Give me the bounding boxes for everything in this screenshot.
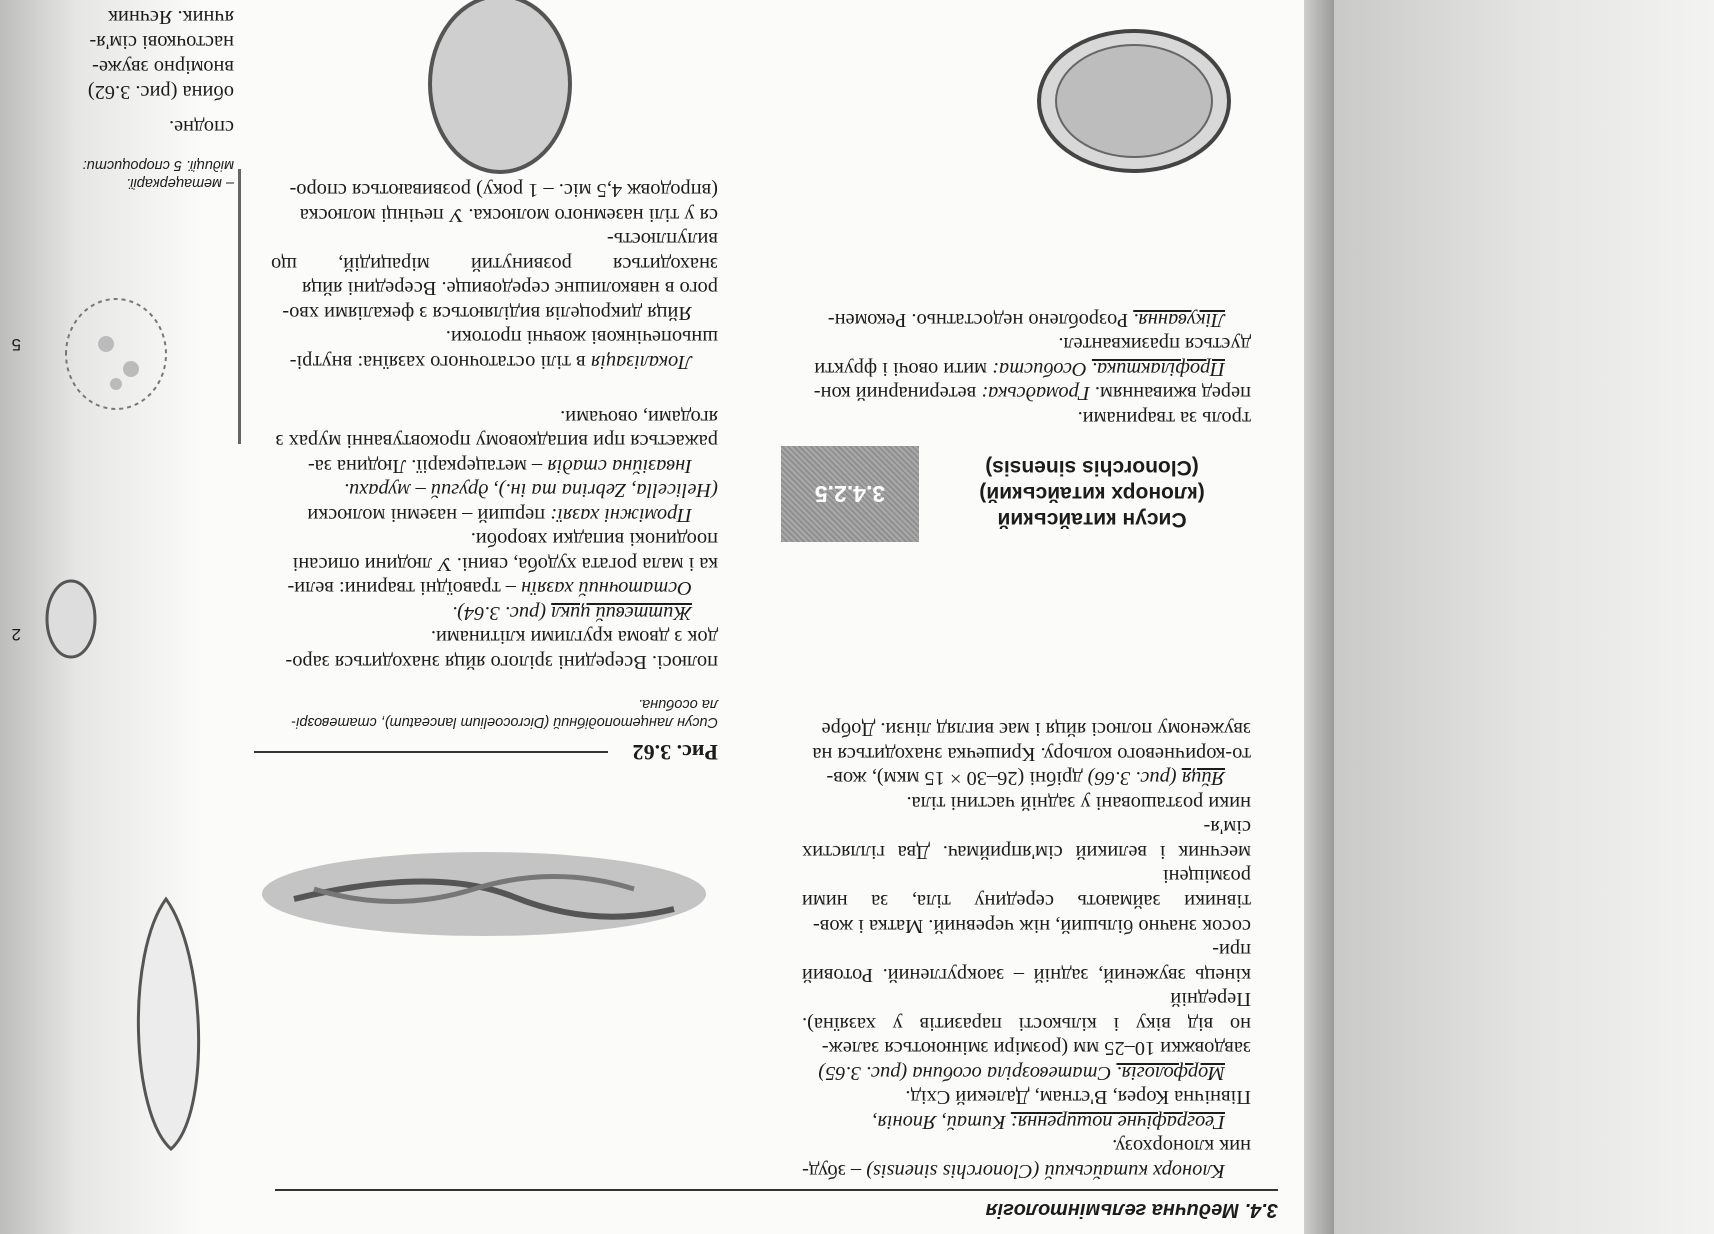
side-bar: [238, 169, 241, 444]
paragraph: [802, 741, 1251, 766]
text: Особиста:: [992, 357, 1087, 380]
text: дрібні (26–30 × 15 мкм), жов-: [826, 767, 1083, 790]
paragraph: [802, 1109, 1251, 1134]
figure-number: 5: [11, 335, 21, 354]
text: – травоїдні тварини: вели-: [287, 577, 517, 600]
strip-line: насточкові сім'я-: [89, 31, 234, 53]
text: Кришечка знаходиться на: [812, 742, 1036, 765]
text: Морфологія.: [1116, 1061, 1225, 1084]
text: то-коричневого кольору.: [1040, 742, 1251, 765]
figure-caption: [254, 695, 718, 765]
figure-rule: [254, 740, 718, 765]
running-head: [275, 1189, 1278, 1225]
text-line: (впродовж 4,5 міс. – 1 року) розвиваються споро-: [289, 179, 718, 202]
strip-line: сподне.: [168, 116, 234, 138]
paragraph: [802, 356, 1251, 381]
section-heading: [781, 446, 1251, 542]
text-line: ягодами, овочами.: [560, 405, 718, 428]
text: (рис. 3.66): [1087, 767, 1177, 790]
text: Інвазійна стадія: [547, 454, 692, 477]
figure-label: Рис. 3.62: [632, 740, 718, 765]
text: Громадська:: [981, 382, 1090, 405]
text-line: ся у тілі наземного молюска. У печінці молюска: [299, 203, 718, 226]
text: (Clonorchis sinensis): [866, 1160, 1040, 1182]
paragraph: [802, 1158, 1251, 1183]
text-line: док з двома круглими клітинами.: [430, 626, 718, 649]
paragraph: [802, 1060, 1251, 1085]
figure-caption-text: [254, 695, 718, 731]
title-line: (клонорх китайський): [979, 482, 1205, 505]
paragraph: [802, 307, 1251, 332]
section-number-box: 3.4.2.5: [781, 446, 919, 542]
text-line: сосок значно більший, ніж черевний. Матка і жов-: [812, 914, 1251, 937]
text: ветеринарний кон-: [813, 382, 977, 405]
text-line: завдовжки 10–25 мм (розміри змінюються залеж-: [821, 1037, 1251, 1060]
text-line: Яйця дикроцелія виділяються з фекаліями хво-: [282, 301, 692, 324]
text: мити овочі і фрукти: [814, 357, 988, 380]
text: – метацеркарії. Людина за-: [307, 454, 543, 477]
title-line: (Clonorchis sinensis): [985, 456, 1199, 479]
running-head-title: 3.4. Медична гельмінтологія: [985, 1199, 1278, 1221]
text: Китай, Японія,: [872, 1110, 1006, 1133]
text-line: поодинокі випадки хвороби.: [470, 528, 718, 551]
text-line: рого в навколишнє середовище. Всередині яйця: [301, 277, 718, 300]
text: (рис. 3.64).: [452, 601, 547, 624]
column-b: [271, 404, 718, 674]
sporocyst-illustration: [56, 294, 176, 424]
text-line: тівники займають середину тіла, за ними розміщені: [802, 865, 1251, 912]
text-line: ники розташовані у задній частині тіла.: [906, 791, 1251, 814]
text: Проміжні хазяї:: [550, 503, 692, 526]
text-line: ка і мала рогата худоба, свині. У людини описані: [292, 552, 718, 575]
title-line: Сисун китайський: [997, 508, 1187, 531]
text: перед вживанням.: [1094, 382, 1251, 405]
text: Географічне поширення:: [1010, 1110, 1225, 1133]
strip-caption: – метацеркарії.: [126, 175, 234, 191]
text-line: шньопечінкові жовчні протоки.: [445, 326, 718, 349]
column-b-lower: [271, 178, 718, 374]
figure-number: 2: [11, 625, 21, 644]
text: Яйця: [1181, 767, 1225, 790]
paragraph: [271, 502, 718, 527]
text-line: ражається при випадковому проковтуванні мурах з: [275, 430, 718, 453]
text-line: но від віку і кількості паразитів у хазяїна). Передній: [802, 988, 1251, 1035]
section-title: [933, 454, 1251, 532]
text-line: меєчник і великий сім'яприймач. Два гіллястих сім'я-: [802, 816, 1251, 863]
egg-oval-illustration: [410, 0, 590, 184]
paragraph: [271, 576, 718, 601]
background-left: [1334, 0, 1714, 1234]
text-line: звуженому полюсі яйця і має вигляд лінзи. Добре: [821, 718, 1251, 741]
text-line: знаходиться розвинутий мірацидій, що вилуплюєть-: [271, 228, 718, 275]
paragraph: [271, 349, 718, 374]
paragraph: [802, 381, 1251, 406]
text: Північна Корея, В'єтнам, Далекий Схід.: [905, 1086, 1251, 1109]
paragraph: [271, 453, 718, 478]
text: – збуд-: [802, 1160, 862, 1182]
text: Локалізація: [590, 351, 692, 373]
text-line: троль за тваринами.: [1077, 407, 1251, 429]
paragraph: [802, 1085, 1251, 1110]
caption-line: ла особина.: [638, 696, 718, 712]
text-line: (Helicella, Zebrina та ін.), другий – мурахи.: [343, 479, 718, 502]
egg-illustration: [1016, 14, 1251, 189]
text: Статевозріла особина: [912, 1061, 1112, 1084]
strip-line: обина (рис. 3.62): [87, 81, 234, 103]
text-line: полюсі. Всередині зрілого яйця знаходиться заро-: [285, 651, 718, 673]
text: Профілактика.: [1091, 357, 1225, 380]
text: Лікування.: [1133, 308, 1225, 331]
column-a-lower: [802, 307, 1251, 430]
text: ник клонорхозу.: [1112, 1135, 1251, 1158]
paragraph: [802, 1134, 1251, 1159]
adjacent-page-strip: [0, 0, 236, 1234]
caption-line: Сисун ланцетоподібний (Dicrocoelium lanceatum), статевозрі-: [291, 714, 718, 730]
text-line: дується празиквантел.: [1058, 333, 1251, 356]
paragraph: [802, 766, 1251, 791]
text: Життєвий цикл: [551, 601, 692, 624]
text: Остаточний хазяїн: [521, 577, 692, 600]
dicrocoelium-illustration: [254, 829, 714, 959]
worm-illustration: [116, 894, 226, 1154]
text: перший – наземні молюски: [307, 503, 546, 526]
strip-line: ячник. Яєчник: [108, 6, 234, 28]
text: в тілі остаточного хазяїна: внутрі-: [289, 351, 586, 373]
text: Клонорх китайський: [1044, 1160, 1225, 1182]
text: (рис. 3.65): [818, 1061, 908, 1084]
text: Розроблено недостатньо. Рекомен-: [827, 308, 1129, 331]
paragraph: [271, 600, 718, 625]
text-line: кінець звужений, задній – заокруглений. Ротовий при-: [802, 939, 1251, 986]
column-a-upper: [802, 717, 1251, 1183]
egg-small-illustration: [41, 574, 101, 664]
strip-caption: мідиції. 5 спороцисти:: [82, 157, 234, 173]
strip-line: вномірно звуже-: [92, 56, 234, 78]
